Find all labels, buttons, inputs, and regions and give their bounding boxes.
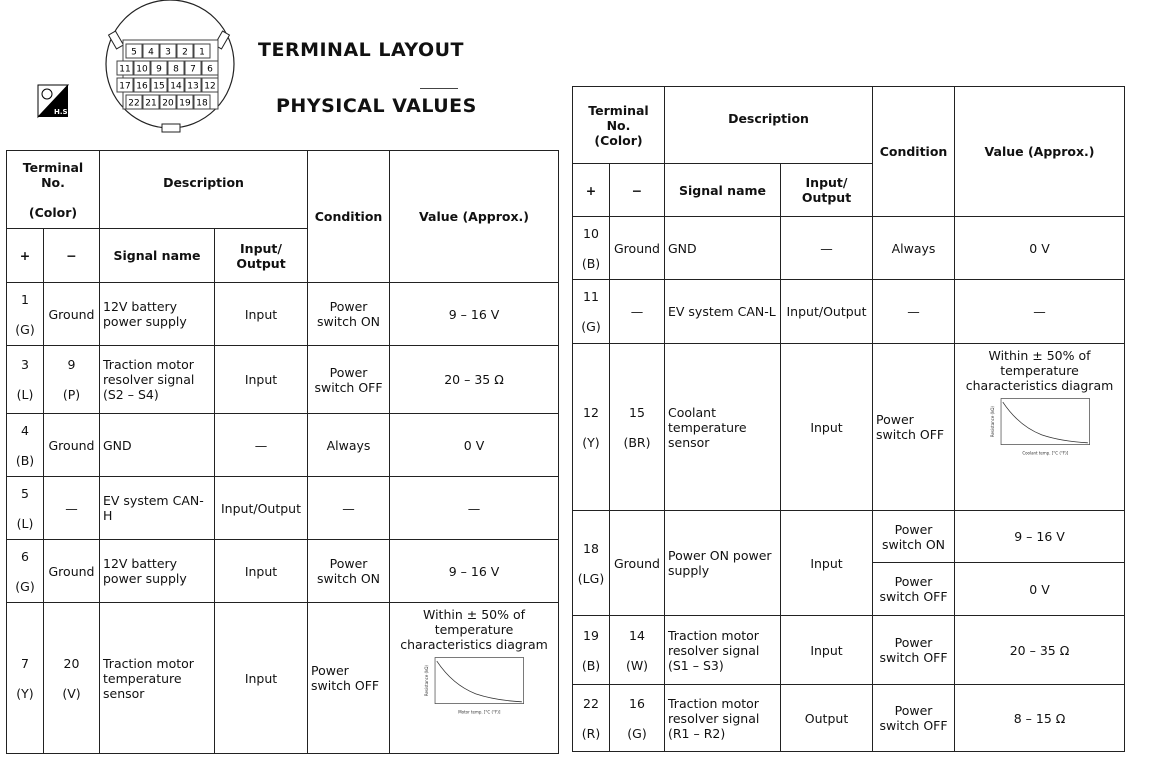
value: 9 – 16 V	[955, 511, 1125, 563]
plus-terminal: 22 (R)	[573, 685, 610, 752]
io-type: Input	[215, 540, 308, 603]
terminal-no-header: Terminal No. (Color)	[573, 87, 665, 164]
table-row	[573, 685, 1125, 752]
table-row	[7, 477, 559, 540]
value: 0 V	[955, 563, 1125, 616]
temperature-characteristics-chart	[984, 395, 1096, 457]
chart-y-label: Resistance (kΩ)	[423, 665, 429, 697]
connector-pin-label: 2	[182, 47, 188, 58]
signal-name: EV system CAN-H	[100, 477, 215, 540]
minus-header: −	[44, 229, 100, 283]
plus-terminal: 12 (Y)	[573, 344, 610, 511]
right-physical-values-table	[572, 86, 1125, 752]
hs-badge-icon	[38, 85, 71, 117]
value: Within ± 50% of temperature characteristics diagram Coolant temp. [°C (°F)] Resistance (kΩ)	[955, 344, 1125, 511]
io-type: Input/Output	[215, 477, 308, 540]
plus-terminal: 6 (G)	[7, 540, 44, 603]
table-row	[573, 344, 1125, 511]
minus-terminal: —	[610, 280, 665, 344]
signal-name: Power ON power supply	[665, 511, 781, 616]
plus-terminal: 11 (G)	[573, 280, 610, 344]
value-header: Value (Approx.)	[955, 87, 1125, 217]
connector-pin-label: 14	[170, 81, 182, 92]
minus-terminal: Ground	[44, 540, 100, 603]
signal-name-header: Signal name	[665, 164, 781, 217]
plus-terminal: 5 (L)	[7, 477, 44, 540]
connector-pin-label: 17	[119, 81, 131, 92]
description-header: Description	[100, 151, 308, 229]
heading-separator	[420, 88, 458, 89]
connector-pin-label: 19	[179, 98, 191, 109]
connector-pin-label: 6	[207, 64, 213, 75]
value: —	[955, 280, 1125, 344]
minus-terminal: 14 (W)	[610, 616, 665, 685]
minus-terminal: Ground	[44, 414, 100, 477]
value: 8 – 15 Ω	[955, 685, 1125, 752]
connector-pin-label: 22	[128, 98, 140, 109]
connector-pin-label: 9	[156, 64, 162, 75]
minus-terminal: Ground	[610, 511, 665, 616]
connector-pin-label: 5	[131, 47, 137, 58]
table-row	[573, 217, 1125, 280]
signal-name: Traction motor resolver signal (R1 – R2)	[665, 685, 781, 752]
chart-frame	[1001, 399, 1090, 445]
io-type: Input	[215, 283, 308, 346]
terminal-layout-heading: TERMINAL LAYOUT	[258, 39, 464, 61]
connector-pin-label: 12	[204, 81, 216, 92]
io-type: Input/Output	[781, 280, 873, 344]
minus-terminal: —	[44, 477, 100, 540]
condition: Power switch OFF	[308, 346, 390, 414]
signal-name: 12V battery power supply	[100, 540, 215, 603]
value: —	[390, 477, 559, 540]
value: Within ± 50% of temperature characteristics diagram Motor temp. [°C (°F)] Resistance (kΩ)	[390, 603, 559, 754]
connector-pin-label: 7	[190, 64, 196, 75]
value: 20 – 35 Ω	[390, 346, 559, 414]
condition: Power switch OFF	[873, 344, 955, 511]
table-row	[573, 511, 1125, 563]
table-row	[7, 414, 559, 477]
terminal-no-header: Terminal No. (Color)	[7, 151, 100, 229]
plus-header: +	[7, 229, 44, 283]
connector-pin-label: 4	[148, 47, 154, 58]
io-type: Input	[215, 603, 308, 754]
left-physical-values-table	[6, 150, 559, 754]
chart-x-label: Motor temp. [°C (°F)]	[458, 709, 501, 715]
physical-values-heading: PHYSICAL VALUES	[276, 95, 477, 117]
connector-pin-label: 20	[162, 98, 174, 109]
io-type: Output	[781, 685, 873, 752]
signal-name: Coolant temperature sensor	[665, 344, 781, 511]
condition: Always	[308, 414, 390, 477]
signal-name: Traction motor resolver signal (S2 – S4)	[100, 346, 215, 414]
table-row	[573, 616, 1125, 685]
connector-diagram	[100, 0, 240, 135]
io-type: —	[781, 217, 873, 280]
table-row	[7, 346, 559, 414]
connector-pin-label: 21	[145, 98, 157, 109]
plus-terminal: 18 (LG)	[573, 511, 610, 616]
condition: —	[873, 280, 955, 344]
plus-terminal: 19 (B)	[573, 616, 610, 685]
connector-pin-label: 8	[173, 64, 179, 75]
chart-frame	[435, 658, 524, 704]
signal-name: Traction motor temperature sensor	[100, 603, 215, 754]
table-row	[7, 283, 559, 346]
plus-terminal: 1 (G)	[7, 283, 44, 346]
connector-pin-label: 10	[136, 64, 148, 75]
connector-pin-label: 11	[119, 64, 131, 75]
io-type: Input	[781, 344, 873, 511]
signal-name-header: Signal name	[100, 229, 215, 283]
value: 0 V	[955, 217, 1125, 280]
value-header: Value (Approx.)	[390, 151, 559, 283]
plus-terminal: 10 (B)	[573, 217, 610, 280]
io-type: —	[215, 414, 308, 477]
minus-header: −	[610, 164, 665, 217]
signal-name: 12V battery power supply	[100, 283, 215, 346]
minus-terminal: 15 (BR)	[610, 344, 665, 511]
connector-pin-label: 1	[199, 47, 205, 58]
condition: Power switch OFF	[873, 616, 955, 685]
value: 9 – 16 V	[390, 283, 559, 346]
condition: Power switch OFF	[873, 685, 955, 752]
connector-pin-label: 15	[153, 81, 165, 92]
plus-terminal: 3 (L)	[7, 346, 44, 414]
condition: —	[308, 477, 390, 540]
connector-pin-label: 3	[165, 47, 171, 58]
condition: Power switch ON	[308, 540, 390, 603]
table-row	[7, 540, 559, 603]
table-row	[573, 280, 1125, 344]
minus-terminal: 20 (V)	[44, 603, 100, 754]
signal-name: GND	[100, 414, 215, 477]
minus-terminal: 16 (G)	[610, 685, 665, 752]
plus-terminal: 7 (Y)	[7, 603, 44, 754]
io-type: Input	[781, 511, 873, 616]
condition: Power switch OFF	[873, 563, 955, 616]
io-header: Input/ Output	[781, 164, 873, 217]
connector-pin-label: 18	[196, 98, 208, 109]
io-type: Input	[215, 346, 308, 414]
signal-name: Traction motor resolver signal (S1 – S3)	[665, 616, 781, 685]
minus-terminal: Ground	[610, 217, 665, 280]
condition-header: Condition	[308, 151, 390, 283]
description-header: Description	[665, 87, 873, 164]
chart-y-label: Resistance (kΩ)	[989, 406, 995, 438]
value: 20 – 35 Ω	[955, 616, 1125, 685]
condition: Power switch OFF	[308, 603, 390, 754]
minus-terminal: Ground	[44, 283, 100, 346]
condition-header: Condition	[873, 87, 955, 217]
io-header: Input/ Output	[215, 229, 308, 283]
connector-pin-label: 16	[136, 81, 148, 92]
table-row	[7, 603, 559, 754]
plus-header: +	[573, 164, 610, 217]
minus-terminal: 9 (P)	[44, 346, 100, 414]
value: 9 – 16 V	[390, 540, 559, 603]
plus-terminal: 4 (B)	[7, 414, 44, 477]
condition: Power switch ON	[308, 283, 390, 346]
signal-name: GND	[665, 217, 781, 280]
chart-x-label: Coolant temp. [°C (°F)]	[1021, 450, 1068, 456]
io-type: Input	[781, 616, 873, 685]
connector-pin-label: 13	[187, 81, 199, 92]
signal-name: EV system CAN-L	[665, 280, 781, 344]
temperature-characteristics-chart	[418, 654, 530, 716]
value: 0 V	[390, 414, 559, 477]
condition: Power switch ON	[873, 511, 955, 563]
hs-badge-text: H.S.	[54, 108, 71, 116]
condition: Always	[873, 217, 955, 280]
